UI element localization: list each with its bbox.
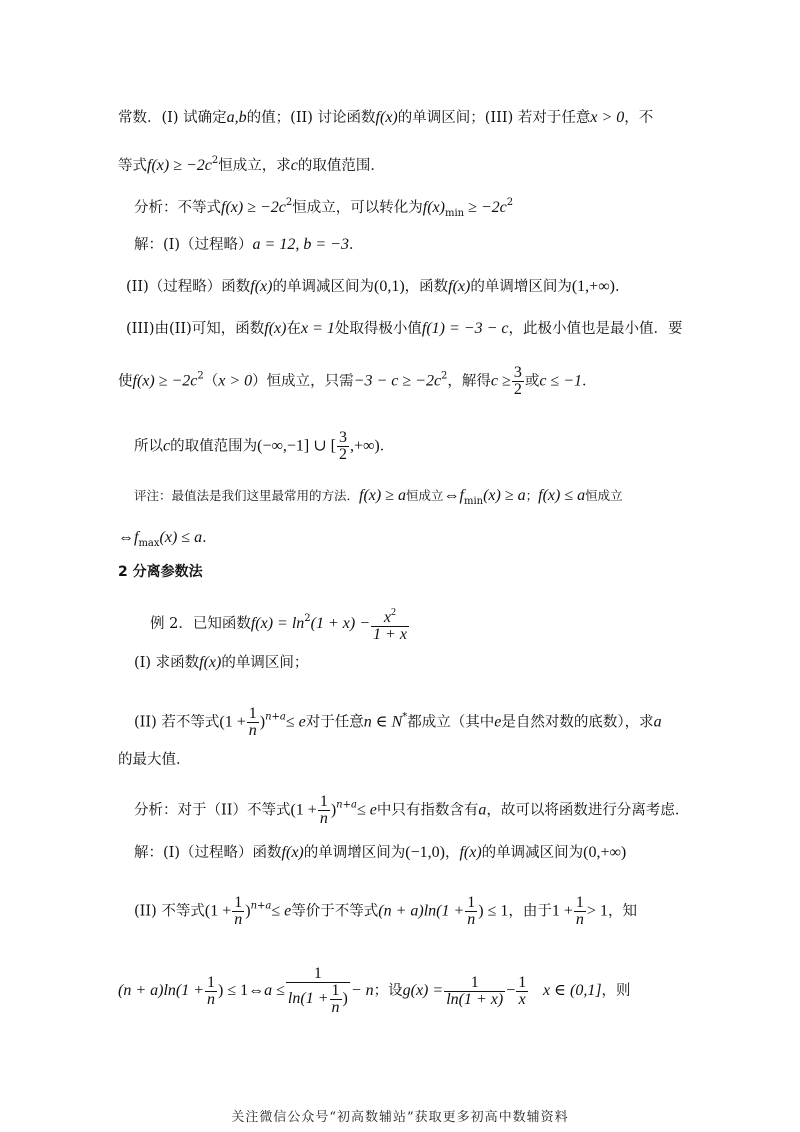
- question-2-cont-line: 的最大值．: [118, 752, 191, 768]
- text-line-2: 等式$f(x) \ge -2c^2$恒成立，求c的取值范围．: [118, 155, 385, 174]
- section-heading: 2 分离参数法: [118, 564, 203, 580]
- fraction-1-n-3: $\frac{1}{n}$: [234, 894, 243, 928]
- fraction-1-n-6: $\frac{1}{n}$: [207, 973, 216, 1008]
- fraction-1-n: $\frac{1}{n}$: [248, 705, 257, 739]
- fraction-1-n-nested: $\frac{1}{n}$: [331, 982, 340, 1016]
- solution-2-part3-line: (n + a)ln(1 + $\frac{1}{n}$ ) ≤ 1⇔a ≤ 1 ln(1 + $\frac{1}{n}$ ) − n；设g(x) = $\frac{1}{\ln(1 + x)}$ − $\frac{1}{x}$ x ∈ (0,1]，则: [118, 965, 631, 1016]
- analysis-2-line: 分析：对于（II）不等式(1 + $\frac{1}{n}$ )$^{n+a}$≤ e中只有指数含有a，故可以将函数进行分离考虑．: [134, 793, 690, 827]
- fraction-1-n-4: $\frac{1}{n}$: [467, 894, 476, 928]
- solution-part1-line: 解：(I)（过程略）a = 12, b = −3．: [134, 236, 364, 253]
- text-line-1: 常数．(I) 试确定a,b的值；(II) 讨论函数f(x)的单调区间；(III) 若对于任意x > 0，不: [118, 109, 654, 126]
- solution-part3-line: (III)由(II)可知，函数f(x)在x = 1处取得极小值f(1) = −3 − c，此极小值也是最小值．要: [126, 320, 683, 337]
- page-footer: 关注微信公众号“初高数辅站”获取更多初高中数辅资料: [231, 1110, 569, 1125]
- remark-cont-line: $\Leftrightarrow f_{max}(x) \le a$．: [118, 529, 217, 549]
- range-conclusion-line: 所以c的取值范围为(−∞,−1] ∪ [ $\frac{3}{2}$ ,+∞)．: [134, 429, 395, 463]
- solution-2-part1-line: 解：(I)（过程略）函数f(x)的单调增区间为(−1,0)，f(x)的单调减区间为(0,+∞): [134, 844, 627, 861]
- fraction-x2-1px: $\frac{x^2}{1 + x}$: [373, 607, 407, 643]
- solution-part2-line: (II)（过程略）函数f(x)的单调减区间为(0,1)，函数f(x)的单调增区间为(1,+∞)．: [126, 278, 630, 295]
- solution-part3-cont-line: 使$f(x) \ge -2c^2(x > 0)$恒成立，只需$-3 - c \ge -2c^2$，解得c ≥ $\frac{3}{2}$ 或c ≤ −1．: [118, 364, 597, 398]
- fraction-1-over-ln: 1 ln(1 + $\frac{1}{n}$ ): [287, 965, 348, 1016]
- fraction-1-n-5: $\frac{1}{n}$: [575, 894, 584, 928]
- remark-line: 评注：最值法是我们这里最常用的方法．f(x) ≥ a恒成立$\Leftrightarrow f_{min}(x) \ge a$；f(x) ≤ a恒成立: [134, 487, 623, 507]
- fraction-3-2: $\frac{3}{2}$: [513, 364, 522, 398]
- analysis-line: 分析：不等式$f(x) \ge -2c^2$恒成立，可以转化为$f(x)_{min} \ge -2c^2$: [134, 197, 514, 219]
- solution-2-part2-line: (II) 不等式(1 + $\frac{1}{n}$ )$^{n+a}$≤ e等价于不等式(n + a)ln(1 + $\frac{1}{n}$ ) ≤ 1，由于1 + $\frac{1}{n}$ > 1，知: [134, 894, 637, 928]
- question-1-line: (I) 求函数f(x)的单调区间；: [134, 654, 309, 671]
- fraction-1-n-2: $\frac{1}{n}$: [319, 793, 328, 827]
- question-2-line: (II) 若不等式(1 + $\frac{1}{n}$ )$^{n+a}$≤ e对于任意n ∈ N*都成立（其中e是自然对数的底数），求a: [134, 705, 662, 739]
- fraction-1-over-ln1px: $\frac{1}{\ln(1 + x)}$: [446, 973, 504, 1008]
- fraction-3-2-range: $\frac{3}{2}$: [338, 429, 347, 463]
- example-2-line: 例 2．已知函数$f(x) = \ln^2(1 + x)$ − $\frac{x^2}{1 + x}$: [150, 607, 407, 643]
- fraction-1-over-x: $\frac{1}{x}$: [518, 973, 527, 1008]
